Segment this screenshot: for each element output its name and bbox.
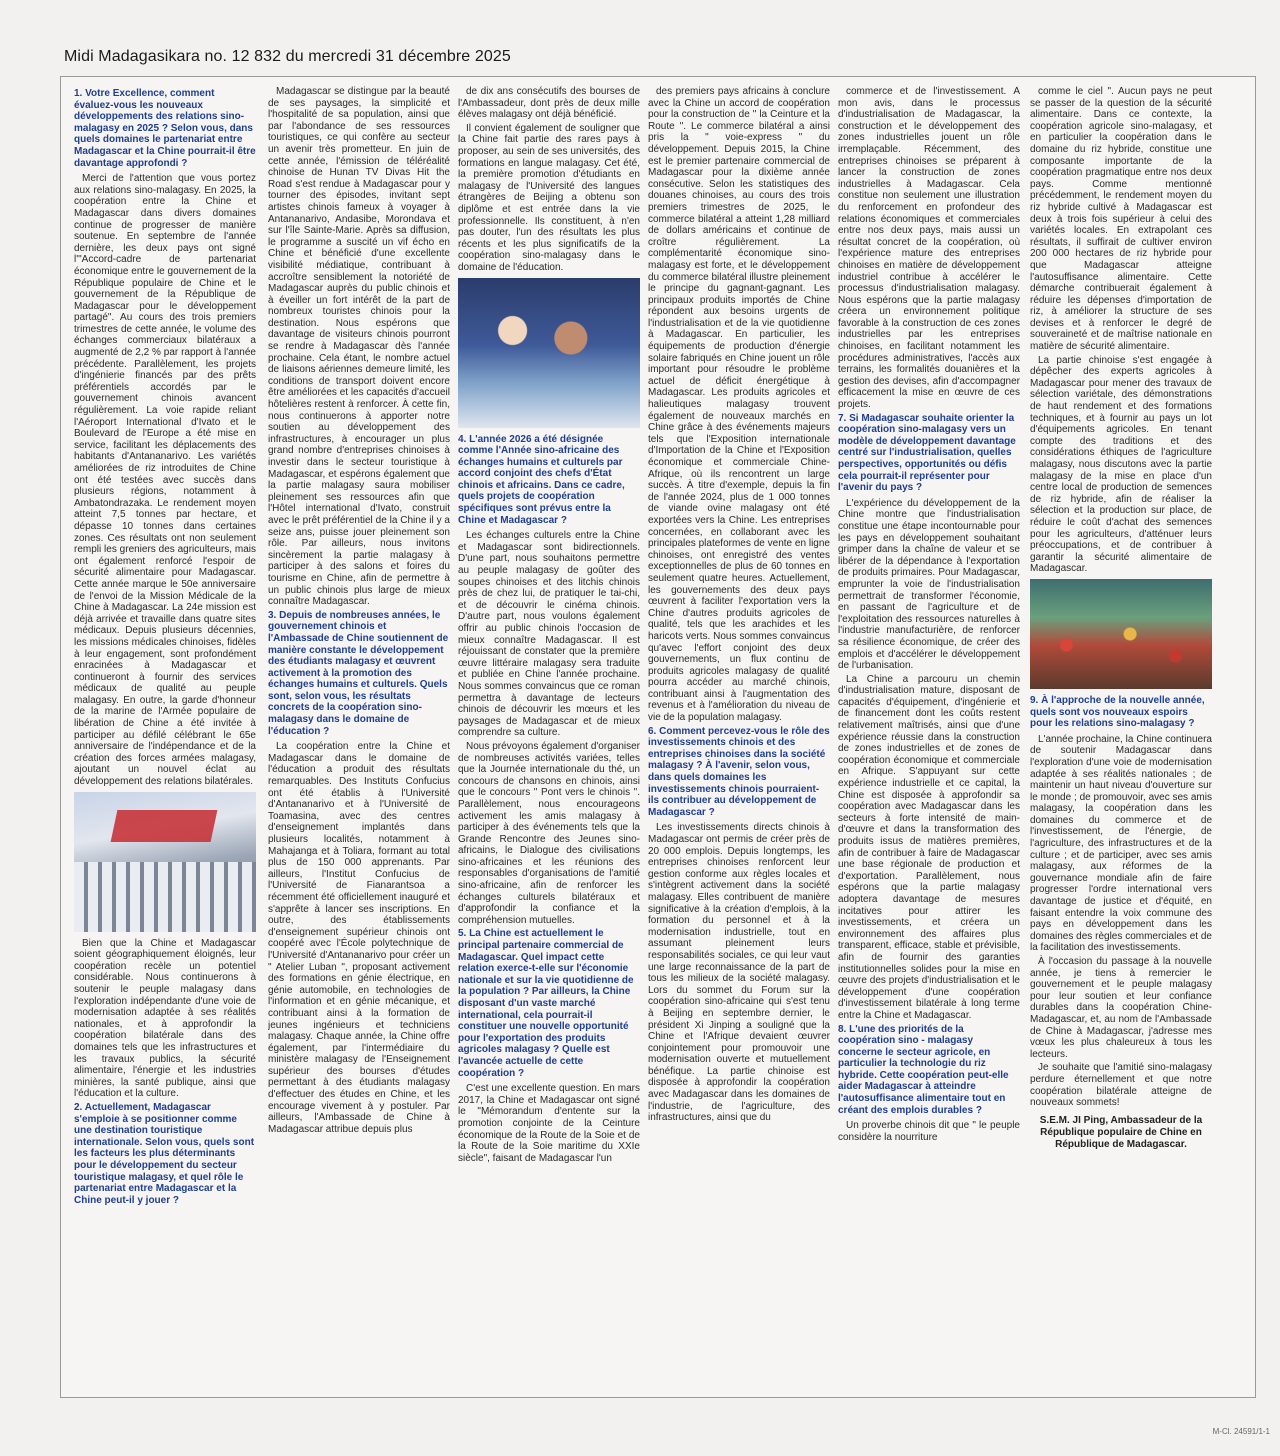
paragraph: Les échanges culturels entre la Chine et Madagascar sont bidirectionnels. D'une part, nous souhaitons permettre au peuple malagasy de goûter des soupes chinoises et des litchis chinois près de chez lui, de pratiquer le tai-chi, et de découvrir le cinéma chinois. D'autre part, nous voulons également offrir au public chinois l'occasion de mieux connaître Madagascar. Il est réjouissant de constater que la première œuvre littéraire malagasy sera traduite et publiée en Chine l'année prochaine. Nous sommes convaincus que ce roman permettra à davantage de lecteurs chinois de découvrir les mœurs et les paysages de Madagascar et de mieux comprendre sa culture. [458,530,640,739]
paragraph: Il convient également de souligner que la Chine fait partie des rares pays à proposer, au sein de ses universités, des formations en langue malagasy. Cet été, la première promotion d'étudiants en malagasy de l'Université des langues étrangères de Beijing a obtenu son diplôme et est entrée dans la vie professionnelle. Ils constituent, à n'en pas douter, l'un des résultats les plus récents et les plus significatifs de la coopération sino-malagasy dans le domaine de l'éducation. [458,122,640,273]
masthead: Midi Madagasikara no. 12 832 du mercredi 31 décembre 2025 [64,48,511,65]
column-5 [838,86,1020,1386]
question-3: 3. Depuis de nombreuses années, le gouvernement chinois et l'Ambassade de Chine soutiennent de manière constante le développement des étudiants malagasy et œuvrent activement à la promotion des échanges humains et culturels. Quels sont, selon vous, les résultats concrets de la coopération sino-malagasy dans le domaine de l'éducation ? [268,609,449,737]
column-2 [268,86,450,1386]
paragraph: La Chine a parcouru un chemin d'industrialisation mature, disposant de capacités d'équipement, d'ingénierie et de financement dont les coûts restent relativement maîtrisés, ainsi que d'une expérience réussie dans la construction de zones industrielles et de zones de coopération économique et commerciale en Afrique. S'appuyant sur cette expérience industrielle et ce capital, la Chine est disposée à approfondir sa coopération avec Madagascar dans les secteurs à forte intensité de main-d'œuvre et dans la transformation des produits issus de matières premières, afin de contribuer à faire de Madagascar une base régionale de production et d'exportation. Parallèlement, nous espérons que la partie malagasy adoptera davantage de mesures incitatives pour attirer les investissements, et créera un environnement des affaires plus transparent, efficace, stable et prévisible, afin de fournir des garanties institutionnelles solides pour la mise en œuvre des projets d'industrialisation et le développement d'une coopération d'investissement bilatérale à long terme entre la Chine et Madagascar. [838,673,1020,1021]
honor-guard-shape [74,862,256,932]
column-1 [74,86,256,1386]
paragraph: Merci de l'attention que vous portez aux relations sino-malagasy. En 2025, la coopération entre la Chine et Madagascar dans divers domaines continue de progresser de manière soutenue. En septembre de l'année dernière, les deux pays ont signé l'"Accord-cadre de partenariat économique entre le gouvernement de la République populaire de Chine et le gouvernement de la République de Madagascar pour le développement partagé". Au cours des trois premiers trimestres de cette année, le volume des échanges commerciaux bilatéraux a augmenté de 2,2 % par rapport à l'année précédente. Parallèlement, les projets d'ingénierie financés par des prêts préférentiels accordés par le gouvernement chinois avancent régulièrement. La voie rapide reliant l'Aéroport International d'Ivato et le Boulevard de l'Europe a été mise en service, facilitant les déplacements des habitants d'Antananarivo. Les variétés améliorées de riz introduites de Chine ont été testées avec succès dans plusieurs régions, notamment à Ambatondrazaka. Le rendement moyen atteint 7,5 tonnes par hectare, et dépasse 10 tonnes dans certaines zones. Ces résultats ont non seulement rempli les greniers des agriculteurs, mais ont également renforcé l'espoir de sécurité alimentaire pour Madagascar. Cette année marque le 50e anniversaire de l'envoi de la Mission Médicale de la Chine à Madagascar. La 24e mission est déjà arrivée et travaille dans quatre sites médicaux. Depuis plusieurs décennies, les missions médicales chinoises, fidèles à leur engagement, sont profondément enracinées à Madagascar et continueront à fournir des services médicaux de qualité au peuple malagasy. En outre, la garde d'honneur de la marine de l'Armée populaire de libération de Chine a été invitée à participer au défilé célébrant le 65e anniversaire de l'indépendance et de la création des forces armées malagasy, ajoutant un nouvel éclat au développement des relations bilatérales. [74,173,256,788]
question-6: 6. Comment percevez-vous le rôle des investissements chinois et des entreprises chinoises dans la société malagasy ? À l'avenir, selon vous, dans quels domaines les investissements chinois pourraient-ils contribuer au développement de Madagascar ? [648,725,830,818]
question-4: 4. L'année 2026 a été désignée comme l'Année sino-africaine des échanges humains et culturels par accord conjoint des chefs d'État chinois et africains. Dans ce cadre, quels projets de coopération spécifiques sont prévus entre la Chine et Madagascar ? [458,433,625,526]
students-photo [458,278,640,428]
question-9: 9. À l'approche de la nouvelle année, quels sont vos nouveaux espoirs pour les relations sino-malagasy ? [1030,694,1205,730]
paragraph: Bien que la Chine et Madagascar soient géographiquement éloignés, leur coopération recèle un potentiel considérable. Nous continuerons à soutenir le peuple malagasy dans l'exploration indépendante d'une voie de modernisation adaptée à ses réalités nationales, et à approfondir la coopération bilatérale dans des domaines tels que les infrastructures et les travaux publics, la sécurité alimentaire, l'énergie et les industries minières, la santé publique, ainsi que l'éducation et la culture. [74,937,256,1100]
signature: S.E.M. JI Ping, Ambassadeur de la République populaire de Chine en République de Madagascar. [1039,1114,1203,1150]
flag-shape [111,810,218,842]
paragraph: de dix ans consécutifs des bourses de l'Ambassadeur, dont près de deux mille élèves malagasy ont déjà bénéficié. [458,86,640,121]
column-3 [458,86,640,1386]
crowd-photo [1030,579,1212,689]
paragraph: L'expérience du développement de la Chine montre que l'industrialisation constitue une étape incontournable pour les pays en développement souhaitant grimper dans la chaîne de valeur et se libérer de la dépendance à l'exportation de produits primaires. Pour Madagascar, emprunter la voie de l'industrialisation permettrait de transformer l'économie, en passant de l'agriculture et de l'exploitation des ressources naturelles à l'industrie manufacturière, de renforcer sa résilience économique, de créer des emplois et d'accélérer le développement de l'urbanisation. [838,497,1020,672]
paragraph: La coopération entre la Chine et Madagascar dans le domaine de l'éducation a produit des résultats remarquables. Des Instituts Confucius ont été établis à l'Université d'Antananarivo et à l'Université de Toamasina, avec des centres d'enseignement implantés dans plusieurs localités, notamment à Mahajanga et à Toliara, formant au total plus de 150 000 apprenants. Par ailleurs, l'Institut Confucius de l'Université de Fianarantsoa a récemment été officiellement inauguré et s'apprête à lancer ses inscriptions. En outre, des établissements d'enseignement supérieur chinois ont coopéré avec l'École polytechnique de l'Université d'Antananarivo pour créer un " Atelier Luban ", proposant activement des formations en génie électrique, en génie automobile, en technologies de l'information et en génie mécanique, et contribuant ainsi à la formation de jeunes ingénieurs et techniciens malagasy. Chaque année, la Chine offre également, par l'intermédiaire du ministère malagasy de l'Enseignement supérieur des bourses d'études permettant à des étudiants malagasy d'effectuer des études en Chine, et les encourage vivement à y postuler. Par ailleurs, l'Ambassade de Chine à Madagascar attribue depuis plus [268,741,450,1135]
column-6 [1030,86,1212,1386]
column-4 [648,86,830,1386]
paragraph: Nous prévoyons également d'organiser de nombreuses activités variées, telles que la Journée internationale du thé, un concours de chansons en chinois, ainsi que le concours " Pont vers le chinois ". Parallèlement, nous encourageons activement les amis malagasy à participer à des événements tels que la Grande Rencontre des Jeunes sino-africains, le Dialogue des civilisations sino-africaines et les réunions des responsables d'organisations de l'amitié sino-africaine, afin de renforcer les échanges culturels bilatéraux et d'approfondir la confiance et la compréhension mutuelles. [458,740,640,926]
paragraph: L'année prochaine, la Chine continuera de soutenir Madagascar dans l'exploration d'une voie de modernisation adaptée à ses réalités nationales ; de maintenir un haut niveau d'ouverture sur le monde ; de promouvoir, avec ses amis malagasy, la coopération dans les domaines du commerce et de l'investissement, de l'énergie, de l'agriculture, des infrastructures et de la culture ; et de participer, avec ses amis malagasy, aux réformes de la gouvernance mondiale afin de faire progresser l'ordre international vers davantage de justice et d'équité, en faisant entendre la voix commune des pays en développement dans les domaines des règles commerciales et de la facilitation des investissements. [1030,733,1212,954]
paragraph: À l'occasion du passage à la nouvelle année, je tiens à remercier le gouvernement et le peuple malagasy pour leur soutien et leur confiance durables dans la coopération Chine-Madagascar, et, au nom de l'Ambassade de Chine à Madagascar, j'adresse mes vœux les plus chaleureux à tous les lecteurs. [1030,956,1212,1060]
paragraph: Je souhaite que l'amitié sino-malagasy perdure éternellement et que notre coopération bilatérale atteigne de nouveaux sommets! [1030,1062,1212,1109]
paragraph: Les investissements directs chinois à Madagascar ont permis de créer près de 20 000 emplois. Depuis longtemps, les entreprises chinoises renforcent leur gestion conforme aux règles locales et s'intègrent activement dans la société malagasy. Elles contribuent de manière significative à la création d'emplois, à la formation du personnel et à la modernisation industrielle, tout en assumant pleinement leurs responsabilités sociales, ce qui leur vaut une large reconnaissance de la part de tous les milieux de la société malagasy. Lors du sommet du Forum sur la coopération sino-africaine qui s'est tenu à Beijing en septembre dernier, le président Xi Jinping a souligné que la Chine et l'Afrique devaient œuvrer conjointement pour promouvoir une modernisation ouverte et mutuellement bénéfique. La partie chinoise est disposée à approfondir la coopération avec Madagascar dans les domaines de l'industrie, de l'agriculture, des infrastructures, ainsi que du [648,822,830,1124]
paragraph: Madagascar se distingue par la beauté de ses paysages, la simplicité et l'hospitalité de sa population, ainsi que par l'abondance de ses ressources touristiques, ce qui confère au secteur un avenir très prometteur. En juin de cette année, l'émission de téléréalité chinoise de Hunan TV Divas Hit the Road s'est rendue à Madagascar pour y tourner des épisodes, invitant sept artistes chinois fameux à voyager à Antananarivo, Andasibe, Morondava et sur l'île Sainte-Marie. Après sa diffusion, le programme a suscité un vif écho en Chine et bénéficié d'une excellente visibilité médiatique, contribuant à accroître sensiblement la notoriété de Madagascar auprès du public chinois et à éveiller un fort intérêt de la part de nombreux touristes chinois pour la destination. Nous espérons que davantage de visiteurs chinois pourront se rendre à Madagascar dès l'année prochaine. Cela étant, le nombre actuel de liaisons aériennes demeure limité, les conditions de transport doivent encore être améliorées et les capacités d'accueil hôtelières restent à renforcer. À cette fin, nous continuerons à apporter notre soutien au développement des infrastructures, à encourager un plus grand nombre d'entreprises chinoises à investir dans le secteur touristique à Madagascar, et espérons également que la partie malagasy saura mobiliser pleinement ses ressources afin que l'Hôtel international d'Ivato, construit avec le prêt préférentiel de la Chine il y a seize ans, puisse jouer pleinement son rôle. Par ailleurs, nous invitons sincèrement la partie malagasy à participer à des salons et foires du tourisme en Chine, afin de permettre à un public chinois plus large de mieux connaître Madagascar. [268,86,450,608]
question-5: 5. La Chine est actuellement le principal partenaire commercial de Madagascar. Quel impact cette relation exerce-t-elle sur l'économie nationale et sur la vie quotidienne de la population ? Par ailleurs, la Chine disposant d'un vaste marché international, cela pourrait-il constituer une nouvelle opportunité pour l'exportation des produits agricoles malagasy ? Quelle est l'avancée actuelle de cette coopération ? [458,928,634,1079]
question-1: 1. Votre Excellence, comment évaluez-vous les nouveaux développements des relations sino-malagasy en 2025 ? Selon vous, dans quels domaines le partenariat entre Madagascar et la Chine pourrait-il être davantage approfondi ? [74,88,256,169]
question-7: 7. Si Madagascar souhaite orienter la coopération sino-malagasy vers un modèle de développement davantage centré sur l'industrialisation, quelles perspectives, opportunités ou défis cela pourrait-il représenter pour l'avenir du pays ? [838,412,1016,494]
paragraph: La partie chinoise s'est engagée à dépêcher des experts agricoles à Madagascar pour mener des travaux de sélection variétale, des démonstrations de haut rendement et des formations techniques, et à fournir au pays un lot d'équipements agricoles. En tenant compte des traditions et des considérations éthiques de l'agriculture malagasy, nous discutons avec la partie malagasy de la mise en place d'un centre local de production de semences de riz hybride, afin de réaliser la sélection et la production sur place, de réduire le coût d'achat des semences pour les agriculteurs, d'atténuer leurs préoccupations, et de contribuer à garantir la sécurité alimentaire de Madagascar. [1030,354,1212,575]
paragraph: comme le ciel ". Aucun pays ne peut se passer de la question de la sécurité alimentaire. Dans ce contexte, la coopération agricole sino-malagasy, et en particulier la coopération dans le domaine du riz hybride, constitue une composante importante de la coopération pragmatique entre nos deux pays. Comme mentionné précédemment, le rendement moyen du riz hybride cultivé à Madagascar est deux à trois fois supérieur à celui des variétés locales. En extrapolant ces résultats, il suffirait de cultiver environ 200 000 hectares de riz hybride pour que Madagascar atteigne l'autosuffisance alimentaire. Cette démarche contribuerait également à réduire les dépenses d'importation de riz, à améliorer la structure de ses devises et à renforcer le degré de souveraineté et de maîtrise nationale en matière de sécurité alimentaire. [1030,86,1212,353]
paragraph: des premiers pays africains à conclure avec la Chine un accord de coopération pour la construction de " la Ceinture et la Route ". Le commerce bilatéral a ainsi pris la " voie-express " du développement. Depuis 2015, la Chine est le premier partenaire commercial de Madagascar pour la dixième année consécutive. Selon les statistiques des douanes chinoises, au cours des trois premiers trimestres de 2025, le commerce bilatéral a atteint 1,28 milliard de dollars américains et continue de croître régulièrement. La complémentarité économique sino-malagasy est forte, et le développement du commerce bilatéral illustre pleinement le principe du gagnant-gagnant. Les principaux produits importés de Chine répondent aux besoins urgents de l'industrialisation et de la vie quotidienne à Madagascar. En particulier, les équipements de production d'énergie solaire fabriqués en Chine jouent un rôle important pour résoudre le problème actuel de déficit énergétique à Madagascar. Les produits agricoles et halieutiques malagasy trouvent également de nouveaux marchés en Chine grâce à des événements majeurs tels que l'Exposition internationale d'Importation de la Chine et l'Exposition économique et commerciale Chine-Afrique, où ils rencontrent un large succès. À titre d'exemple, depuis la fin de l'année 2024, plus de 1 000 tonnes de viande ovine malagasy ont été exportées vers la Chine. Les entreprises concernées, en collaborant avec les principales plateformes de vente en ligne chinoises, ont enregistré des ventes exceptionnelles de plus de 60 tonnes en seulement quatre heures. Actuellement, les gouvernements des deux pays œuvrent à faciliter l'exportation vers la Chine d'autres produits agricoles de qualité, tels que les arachides et les haricots verts. Nous sommes convaincus qu'avec l'effort conjoint des deux gouvernements, un flux continu de produits agricoles malagasy de qualité pourra accéder au marché chinois, contribuant ainsi à l'augmentation des revenus et à l'amélioration du niveau de vie de la population malagasy. [648,86,830,724]
paragraph: C'est une excellente question. En mars 2017, la Chine et Madagascar ont signé le "Mémorandum d'entente sur la promotion conjointe de la Ceinture économique de la Route de la Soie et de la Route de la Soie maritime du XXIe siècle", faisant de Madagascar l'un [458,1083,640,1164]
parade-photo [74,792,256,932]
paragraph: Un proverbe chinois dit que " le peuple considère la nourriture [838,1120,1020,1143]
question-8: 8. L'une des priorités de la coopération sino - malagasy concerne le secteur agricole, en particulier la technologie du riz hybride. Cette coopération peut-elle aider Madagascar à atteindre l'autosuffisance alimentaire tout en créant des emplois durables ? [838,1023,1009,1116]
paragraph: commerce et de l'investissement. À mon avis, dans le processus d'industrialisation de Madagascar, la construction et le développement des zones industrielles jouent un rôle irremplaçable. Récemment, des entreprises chinoises se préparent à lancer la construction de zones industrielles à Madagascar. Cela constitue non seulement une illustration du renforcement en profondeur des relations économiques et commerciales entre nos deux pays, mais aussi un résultat concret de la coopération, où l'expérience mature des entreprises chinoises en matière de développement industriel contribue à accélérer le processus d'industrialisation malagasy. Nous espérons que la partie malagasy créera un environnement politique favorable à la construction de ces zones industrielles par les entreprises chinoises, en facilitant notamment les procédures administratives, l'accès aux terrains, les formalités douanières et la gestion des devises, afin d'accompagner efficacement la mise en œuvre de ces projets. [838,86,1020,411]
reference-code: M-Cl. 24591/1-1 [1212,1427,1270,1436]
question-2: 2. Actuellement, Madagascar s'emploie à se positionner comme une destination touristique internationale. Selon vous, quels sont les facteurs les plus déterminants pour le développement du secteur touristique malagasy, et quel rôle le partenariat entre Madagascar et la Chine peut-il y jouer ? [74,1101,255,1206]
